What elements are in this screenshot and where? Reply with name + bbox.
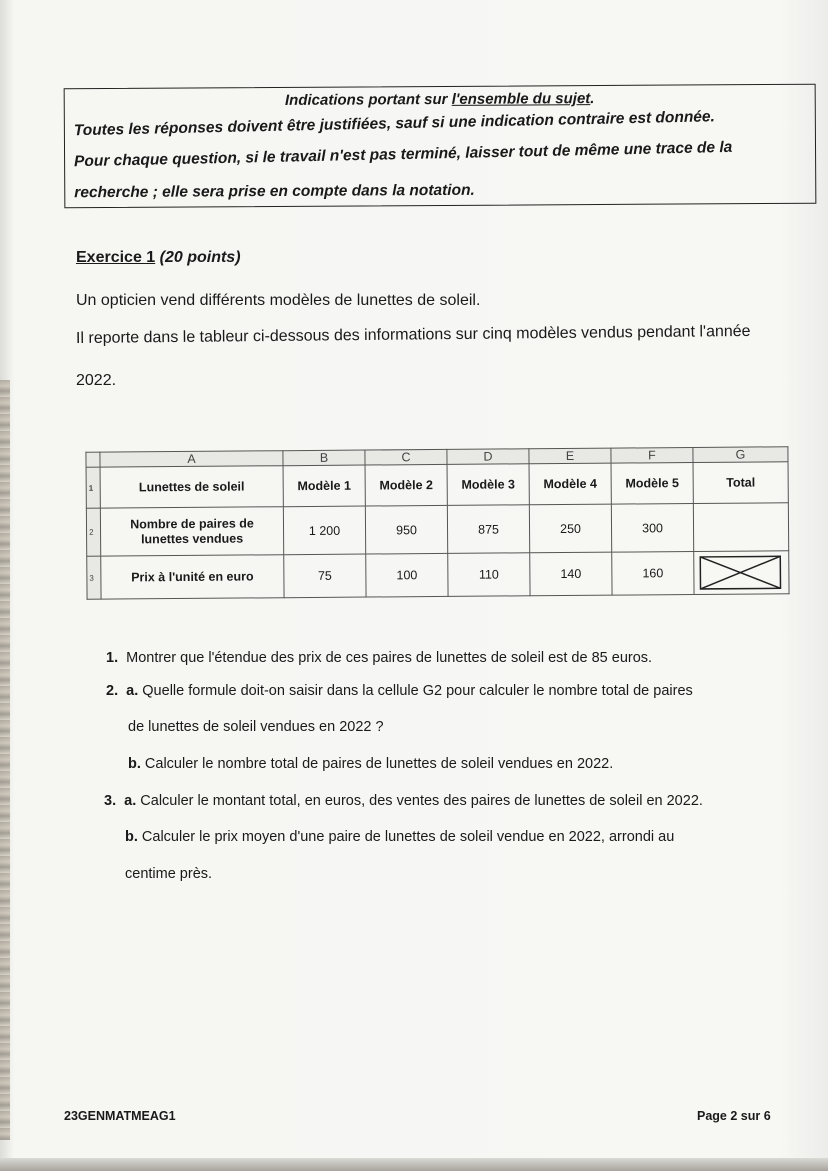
question-2a: 2. a. Quelle formule doit-on saisir dans la cellule G2 pour calculer le nombre total de paires	[106, 683, 693, 699]
cell-b1: Modèle 1	[283, 465, 365, 507]
exercise-title: Exercice 1 (20 points)	[76, 249, 241, 266]
instructions-line-3: recherche ; elle sera prise en compte dans la notation.	[74, 181, 475, 202]
instructions-title: Indications portant sur l'ensemble du sujet.	[284, 90, 595, 109]
paper-edge-shadow	[0, 380, 10, 1140]
instructions-box	[64, 84, 817, 209]
table-row-2	[86, 503, 788, 557]
cell-a3: Prix à l'unité en euro	[101, 555, 284, 599]
cell-c1: Modèle 2	[365, 464, 447, 506]
column-header-a: A	[100, 451, 283, 467]
row-number: 1	[86, 467, 100, 508]
cell-b2: 1 200	[283, 506, 365, 555]
question-3b: b. Calculer le prix moyen d'une paire de lunettes de soleil vendue en 2022, arrondi au	[125, 829, 675, 845]
cell-a2: Nombre de paires de lunettes vendues	[100, 507, 283, 556]
cell-f1: Modèle 5	[611, 462, 693, 504]
instructions-line-2: Pour chaque question, si le travail n'est pas terminé, laisser tout de même une trace de la	[73, 138, 733, 171]
cell-c2: 950	[365, 505, 447, 554]
cell-b3: 75	[284, 554, 366, 598]
cell-c3: 100	[366, 553, 448, 597]
cell-g3-crossed	[694, 551, 789, 595]
cell-g1: Total	[693, 462, 788, 504]
column-header-c: C	[365, 449, 447, 465]
cell-f3: 160	[612, 551, 694, 595]
cell-e2: 250	[529, 504, 611, 553]
cell-e3: 140	[530, 552, 612, 596]
cell-d3: 110	[448, 553, 530, 597]
spreadsheet-table	[85, 446, 789, 600]
cell-a1: Lunettes de soleil	[100, 466, 283, 508]
row-number: 3	[87, 556, 101, 599]
table-row-1	[86, 462, 788, 509]
question-3b-continued: centime près.	[125, 866, 213, 882]
question-3a: 3. a. Calculer le montant total, en euros, des ventes des paires de lunettes de soleil en 2022.	[104, 793, 703, 809]
instructions-line-1: Toutes les réponses doivent être justifiées, sauf si une indication contraire est donnée.	[73, 108, 716, 140]
column-header-g: G	[693, 447, 788, 463]
cross-out-icon	[694, 552, 786, 593]
cell-e1: Modèle 4	[529, 463, 611, 505]
column-header-d: D	[447, 449, 529, 465]
question-1: 1. Montrer que l'étendue des prix de ces paires de lunettes de soleil est de 85 euros.	[106, 650, 653, 666]
exercise-intro-1: Un opticien vend différents modèles de lunettes de soleil.	[76, 292, 481, 309]
exercise-intro-3: 2022.	[76, 372, 117, 389]
page-number: Page 2 sur 6	[697, 1109, 771, 1123]
column-header-b: B	[283, 450, 365, 466]
paper-bottom-edge	[0, 1158, 828, 1171]
exercise-intro-2: Il reporte dans le tableur ci-dessous des informations sur cinq modèles vendus pendant l'année	[75, 322, 751, 347]
cell-f2: 300	[611, 503, 693, 552]
spreadsheet	[85, 446, 788, 604]
document-code: 23GENMATMEAG1	[64, 1109, 176, 1123]
cell-g2	[693, 503, 788, 552]
column-header-e: E	[529, 448, 611, 464]
question-2b: b. Calculer le nombre total de paires de lunettes de soleil vendues en 2022.	[128, 756, 614, 772]
cell-d1: Modèle 3	[447, 464, 529, 506]
corner-cell	[86, 452, 100, 467]
cell-d2: 875	[447, 505, 529, 554]
row-number: 2	[86, 508, 100, 556]
question-2a-continued: de lunettes de soleil vendues en 2022 ?	[128, 719, 384, 735]
column-header-f: F	[611, 447, 693, 463]
table-row-3	[87, 551, 789, 600]
